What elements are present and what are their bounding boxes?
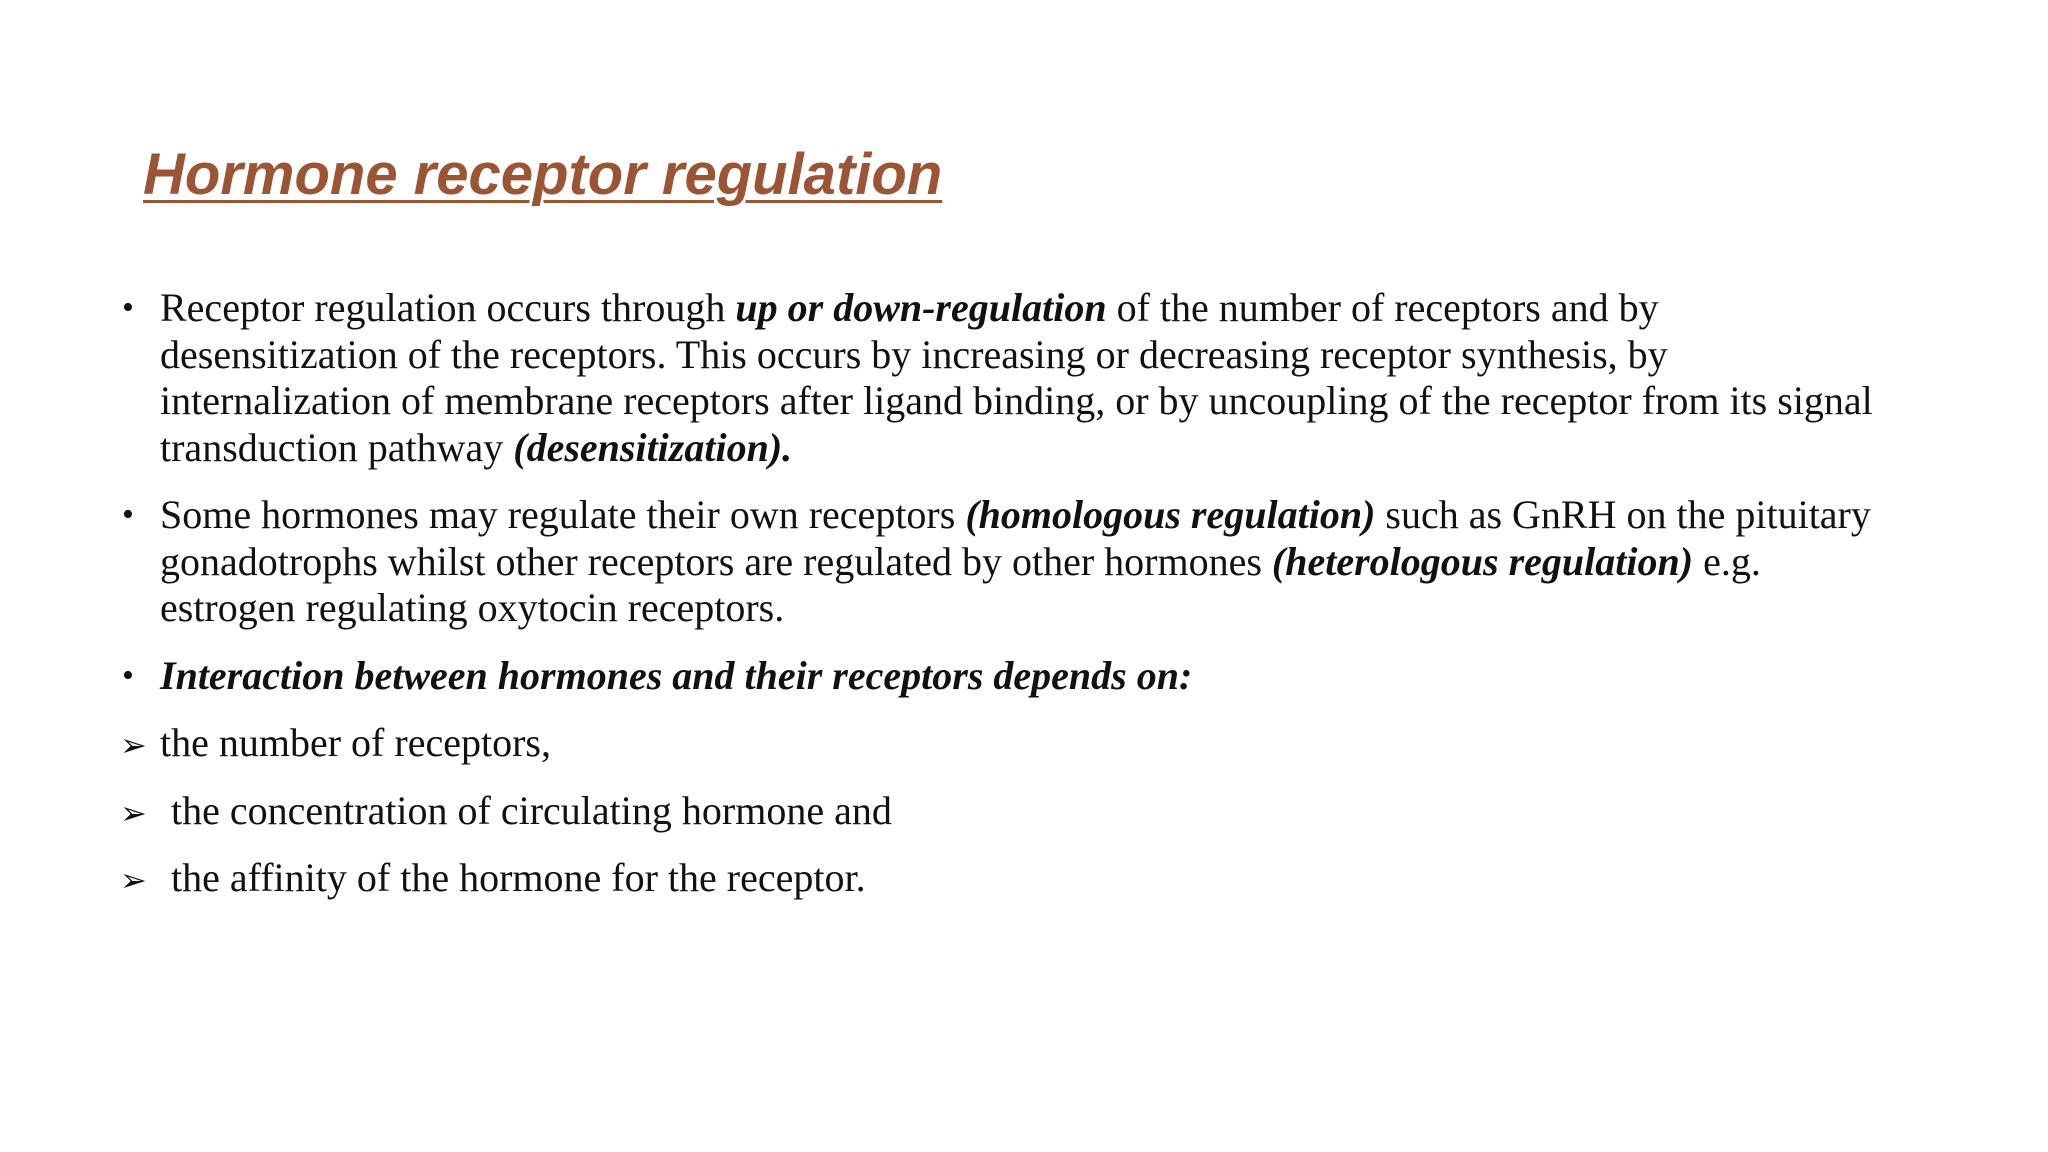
text-run: Receptor regulation occurs through <box>160 285 736 330</box>
arrow-item-number-of-receptors <box>120 720 1900 767</box>
slide-content <box>120 285 1900 923</box>
bullet-item-receptor-regulation <box>120 285 1900 471</box>
arrow-item-text: the affinity of the hormone for the receptor. <box>171 855 866 900</box>
emphasis-text: (homologous regulation) <box>965 492 1376 537</box>
arrow-item-text: the number of receptors, <box>160 720 551 765</box>
text-run: e.g. estrogen regulating oxytocin receptors. <box>160 538 1761 630</box>
bullet-item-interaction <box>120 653 1900 700</box>
bullet-marker: • <box>122 496 134 533</box>
bullet-text <box>160 285 1873 470</box>
arrow-bullet-icon: ➢ <box>120 726 147 764</box>
emphasis-text: (desensitization). <box>513 424 793 470</box>
text-run: such as GnRH on the pituitary gonadotrophs whilst other receptors are regulated by other hormones <box>160 492 1871 584</box>
emphasis-text: (heterologous regulation) <box>1271 538 1694 584</box>
bullet-marker: • <box>122 289 134 326</box>
slide-title: Hormone receptor regulation <box>143 142 943 207</box>
emphasis-text: up or down-regulation <box>735 285 1107 330</box>
arrow-bullet-icon: ➢ <box>120 861 147 899</box>
arrow-item-text: the concentration of circulating hormone and <box>171 787 892 833</box>
arrow-item-concentration <box>120 788 1900 835</box>
text-run: Some hormones may regulate their own receptors <box>160 492 966 537</box>
text-run: of the number of receptors and by desensitization of the receptors. This occurs by increasing or decreasing receptor synthesis, by internalization of membrane receptors after ligand binding, or by uncoupling of the receptor from its signal transduction pathway <box>160 285 1873 470</box>
bullet-marker: • <box>122 656 134 694</box>
arrow-bullet-icon: ➢ <box>120 793 147 832</box>
bullet-text: Interaction between hormones and their receptors depends on: <box>160 652 1193 698</box>
bullet-text <box>160 492 1871 630</box>
arrow-item-affinity <box>120 855 1900 902</box>
bullet-item-homologous-regulation <box>120 492 1900 632</box>
